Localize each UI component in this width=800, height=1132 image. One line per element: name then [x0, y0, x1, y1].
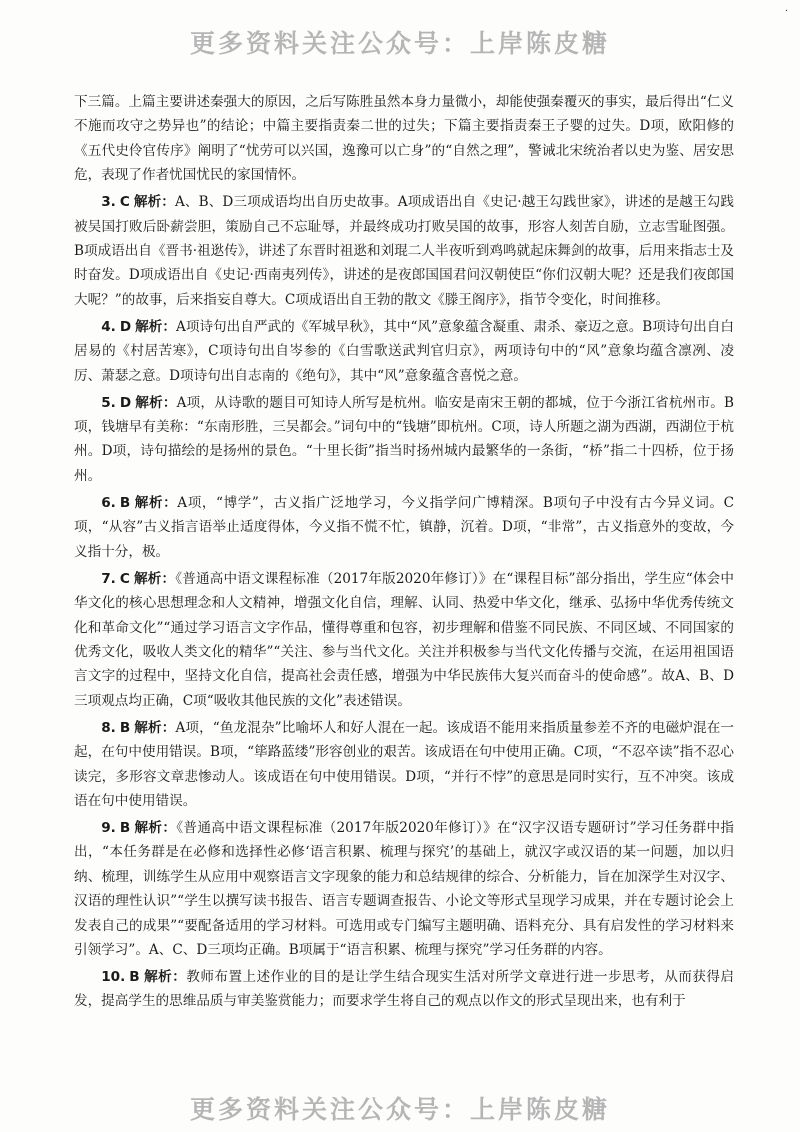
- item-text: A项诗句出自严武的《军城早秋》，其中“风”意象蕴含凝重、肃杀、豪迈之意。B项诗句出自白居易的《村居苦寒》，C项诗句出自岑参的《白雪歌送武判官归京》，两项诗句中的“风”意象均蕴含凛冽、凌厉、萧瑟之意。D项诗句出自志南的《绝句》，其中“风”意象蕴含喜悦之意。: [74, 318, 734, 384]
- answer-item-5: [74, 391, 734, 489]
- item-answer: B: [119, 819, 131, 836]
- item-number: 8.: [101, 719, 116, 736]
- item-text: A项，“鱼龙混杂”比喻坏人和好人混在一起。该成语不能用来指质量参差不齐的电磁炉混在一起，在句中使用错误。B项，“筚路蓝缕”形容创业的艰苦。该成语在句中使用正确。C项，“不忍卒读”指不忍心读完，多形容文章悲惨动人。该成语在句中使用错误。D项，“并行不悖”的意思是同时实行，互不冲突。该成语在句中使用错误。: [74, 719, 735, 809]
- item-answer: B: [129, 968, 140, 985]
- item-text: A项，“博学”，古义指广泛地学习，今义指学问广博精深。B项句子中没有古今异义词。C项，“从容”古义指言语举止适度得体，今义指不慌不忙，镇静，沉着。D项，“非常”，古义指意外的变故，今义指十分，极。: [74, 494, 735, 560]
- item-number: 6.: [101, 494, 116, 511]
- answer-item-10: [74, 965, 734, 1014]
- item-text: 教师布置上述作业的目的是让学生结合现实生活对所学文章进行进一步思考，从而获得启发，提高学生的思维品质与审美鉴赏能力；而要求学生将自己的观点以作文的形式呈现出来，也有利于: [74, 968, 735, 1010]
- item-label: 解析：: [133, 194, 175, 211]
- item-number: 7.: [101, 570, 116, 587]
- answer-item-9: [74, 816, 734, 962]
- watermark-bottom: 更多资料关注公众号：上岸陈皮糖: [189, 1095, 610, 1124]
- item-label: 解析：: [134, 494, 178, 511]
- answer-item-8: [74, 716, 734, 814]
- item-answer: D: [119, 394, 132, 411]
- item-number: 4.: [101, 318, 116, 335]
- answer-explanations: [74, 90, 734, 1016]
- answer-item-3: [74, 190, 734, 312]
- intro-paragraph: 下三篇。上篇主要讲述秦强大的原因，之后写陈胜虽然本身力量微小，却能使强秦覆灭的事实，最后得出“仁义不施而攻守之势异也”的结论；中篇主要指责秦二世的过失；下篇主要指责秦王子婴的过失。D项，欧阳修的《五代史伶官传序》阐明了“忧劳可以兴国，逸豫可以亡身”的“自然之理”，警诫北宋统治者以史为鉴、居安思危，表现了作者忧国忧民的家国情怀。: [74, 94, 734, 184]
- item-answer: D: [119, 318, 132, 335]
- item-label: 解析：: [134, 719, 176, 736]
- item-number: 5.: [101, 394, 116, 411]
- item-answer: C: [119, 194, 130, 211]
- item-label: 解析：: [143, 968, 187, 985]
- item-number: 9.: [101, 819, 116, 836]
- item-label: 解析：: [135, 318, 176, 335]
- answer-item-7: [74, 567, 734, 713]
- item-text: A项，从诗歌的题目可知诗人所写是杭州。临安是南宋王朝的都城，位于今浙江省杭州市。B项，钱塘早有美称：“东南形胜，三吴都会。”词句中的“钱塘”即杭州。C项，诗人所题之湖为西湖，西湖位于杭州。D项，诗句描绘的是扬州的景色。“十里长街”指当时扬州城内最繁华的一条街，“桥”指二十四桥，位于扬州。: [74, 394, 735, 484]
- item-answer: B: [119, 719, 131, 736]
- item-answer: C: [119, 570, 130, 587]
- item-label: 解析：: [134, 819, 177, 836]
- item-answer: B: [119, 494, 131, 511]
- item-text: A、B、D三项成语均出自历史故事。A项成语出自《史记·越王勾践世家》，讲述的是越王勾践被吴国打败后卧薪尝胆，策励自己不忘耻辱，并最终成功打败吴国的故事，形容人刻苦自励，立志雪耻图强。B项成语出自《晋书·祖逖传》，讲述了东晋时祖逖和刘琨二人半夜听到鸡鸣就起床舞剑的故事，后用来指志士及时奋发。D项成语出自《史记·西南夷列传》，讲述的是夜郎国国君问汉朝使臣“你们汉朝大呢？还是我们夜郎国大呢？”的故事，后来指妄自尊大。C项成语出自王勃的散文《滕王阁序》，指节令变化，时间推移。: [74, 194, 735, 308]
- item-number: 3.: [101, 194, 116, 211]
- watermark-top: 更多资料关注公众号：上岸陈皮糖: [189, 29, 610, 58]
- item-number: 10.: [101, 968, 126, 985]
- item-label: 解析：: [135, 394, 177, 411]
- item-label: 解析：: [133, 570, 176, 587]
- corner-mark: ·: [784, 6, 788, 17]
- answer-item-6: [74, 491, 734, 564]
- item-text: 《普通高中语文课程标准（2017年版2020年修订）》在“课程目标”部分指出，学生应“体会中华文化的核心思想理念和人文精神，增强文化自信，理解、认同、热爱中华文化，继承、弘扬中华优秀传统文化和革命文化”“通过学习语言文字作品，懂得尊重和包容，初步理解和借鉴不同民族、不同区域、不同国家的优秀文化，吸收人类文化的精华”“关注、参与当代文化。关注并积极参与当代文化传播与交流，在运用祖国语言文字的过程中，坚持文化自信，提高社会责任感，增强为中华民族伟大复兴而奋斗的使命感”。故A、B、D三项观点均正确，C项“吸收其他民族的文化”表述错误。: [74, 570, 735, 709]
- item-text: 《普通高中语文课程标准（2017年版2020年修订）》在“汉字汉语专题研讨”学习任务群中指出，“本任务群是在必修和选择性必修‘语言积累、梳理与探究’的基础上，就汉字或汉语的某一问题，加以归纳、梳理，训练学生从应用中观察语言文字现象的能力和总结规律的综合、分析能力，旨在加深学生对汉字、汉语的理性认识”“学生以撰写读书报告、语言专题调查报告、小论文等形式呈现学习成果，并在专题讨论会上发表自己的成果”“要配备适用的学习材料。可选用或专门编写主题明确、语料充分、具有启发性的学习材料来引领学习”。A、C、D三项均正确。B项属于“语言积累、梳理与探究”学习任务群的内容。: [74, 819, 734, 958]
- answer-item-4: [74, 315, 734, 388]
